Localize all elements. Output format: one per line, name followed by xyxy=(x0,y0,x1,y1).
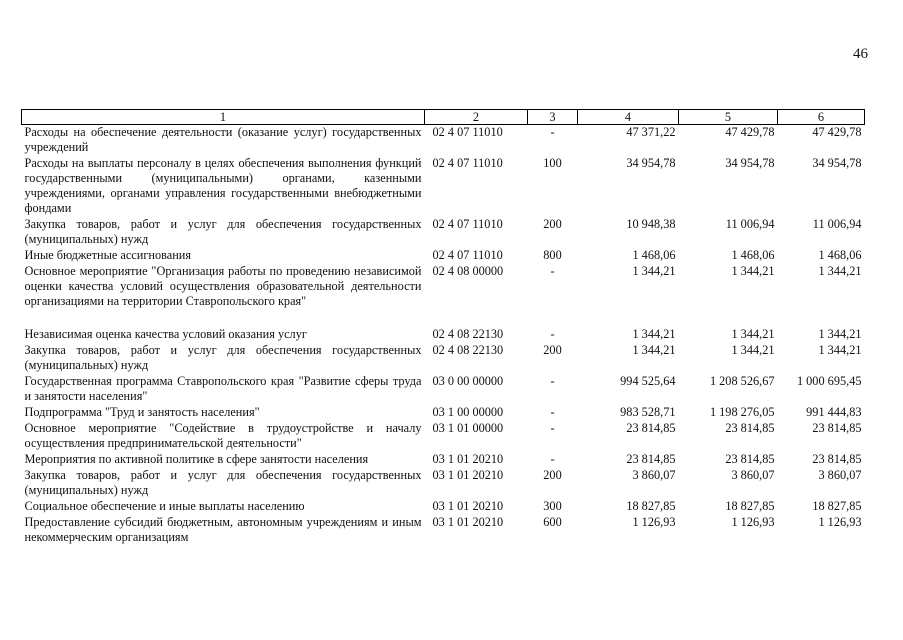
row-name: Расходы на обеспечение деятельности (оказание услуг) государственных учреждений xyxy=(24,125,422,154)
row-code: 03 1 01 20210 xyxy=(432,515,504,529)
row-value-1: 34 954,78 xyxy=(626,156,676,170)
row-type: 200 xyxy=(543,468,562,482)
row-code: 03 1 01 20210 xyxy=(432,452,504,466)
row-value-1: 18 827,85 xyxy=(626,499,676,513)
table-row xyxy=(22,343,865,374)
row-value-3: 34 954,78 xyxy=(812,156,862,170)
row-name: Предоставление субсидий бюджетным, автономным учреждениям и иным некоммерческим организациям xyxy=(24,515,422,544)
row-value-2: 1 344,21 xyxy=(731,264,775,278)
row-value-1: 983 528,71 xyxy=(620,405,676,419)
row-value-1: 23 814,85 xyxy=(626,452,676,466)
row-value-3: 47 429,78 xyxy=(812,125,862,139)
row-name: Закупка товаров, работ и услуг для обеспечения государственных (муниципальных) нужд xyxy=(24,217,422,246)
row-value-1: 47 371,22 xyxy=(626,125,676,139)
row-name: Государственная программа Ставропольского края "Развитие сферы труда и занятости населения" xyxy=(24,374,422,403)
row-code: 02 4 07 11010 xyxy=(432,125,503,139)
row-value-2: 23 814,85 xyxy=(725,421,775,435)
row-value-1: 1 344,21 xyxy=(632,264,676,278)
row-value-3: 1 000 695,45 xyxy=(796,374,862,388)
row-value-2: 1 198 276,05 xyxy=(709,405,775,419)
row-code: 02 4 07 11010 xyxy=(432,217,503,231)
row-value-2: 47 429,78 xyxy=(725,125,775,139)
row-type: 800 xyxy=(543,248,562,262)
table-row xyxy=(22,515,865,546)
row-type: 600 xyxy=(543,515,562,529)
table-row xyxy=(22,405,865,421)
row-value-2: 1 468,06 xyxy=(731,248,775,262)
row-value-3: 1 126,93 xyxy=(818,515,862,529)
table-row xyxy=(22,374,865,405)
table-row xyxy=(22,125,865,157)
row-value-1: 1 344,21 xyxy=(632,343,676,357)
row-type: - xyxy=(550,125,555,139)
column-number-row xyxy=(22,110,865,125)
row-value-2: 18 827,85 xyxy=(725,499,775,513)
row-value-3: 1 344,21 xyxy=(818,343,862,357)
row-value-1: 994 525,64 xyxy=(620,374,676,388)
row-code: 02 4 07 11010 xyxy=(432,156,503,170)
column-header-value-2: 5 xyxy=(679,110,778,125)
row-code: 03 1 01 20210 xyxy=(432,468,504,482)
column-header-value-3: 6 xyxy=(778,110,865,125)
table-row xyxy=(22,217,865,248)
row-value-1: 1 344,21 xyxy=(632,327,676,341)
table-row xyxy=(22,468,865,499)
row-code: 03 0 00 00000 xyxy=(432,374,504,388)
table-row xyxy=(22,452,865,468)
row-value-1: 1 126,93 xyxy=(632,515,676,529)
row-value-3: 11 006,94 xyxy=(812,217,862,231)
table-row xyxy=(22,156,865,217)
column-header-type: 3 xyxy=(528,110,578,125)
row-type: - xyxy=(550,421,555,435)
row-type: - xyxy=(550,452,555,466)
row-code: 03 1 00 00000 xyxy=(432,405,504,419)
row-code: 02 4 08 00000 xyxy=(432,264,504,278)
row-value-2: 1 126,93 xyxy=(731,515,775,529)
row-name: Иные бюджетные ассигнования xyxy=(24,248,192,262)
row-value-2: 11 006,94 xyxy=(725,217,775,231)
row-value-3: 1 344,21 xyxy=(818,327,862,341)
row-value-2: 1 344,21 xyxy=(731,343,775,357)
row-type: - xyxy=(550,327,555,341)
row-value-3: 991 444,83 xyxy=(806,405,862,419)
row-code: 03 1 01 00000 xyxy=(432,421,504,435)
row-value-2: 1 344,21 xyxy=(731,327,775,341)
row-name: Закупка товаров, работ и услуг для обеспечения государственных (муниципальных) нужд xyxy=(24,468,422,497)
row-name: Основное мероприятие "Организация работы по проведению независимой оценки качества условий осуществления образовательной деятельности организациями на территории Ставропольского края" xyxy=(24,264,422,308)
row-code: 02 4 08 22130 xyxy=(432,327,504,341)
row-name: Основное мероприятие "Содействие в трудоустройстве и началу осуществления предпринимательской деятельности" xyxy=(24,421,422,450)
table-row xyxy=(22,327,865,343)
row-value-1: 10 948,38 xyxy=(626,217,676,231)
table-row xyxy=(22,248,865,264)
budget-table xyxy=(21,109,865,546)
row-name: Расходы на выплаты персоналу в целях обеспечения выполнения функций государственными (муниципальными) органами, казенными учреждениями, органами управления государственными внебюджетными фондами xyxy=(24,156,422,215)
table-row xyxy=(22,499,865,515)
page-number: 46 xyxy=(853,46,868,62)
row-value-2: 1 208 526,67 xyxy=(709,374,775,388)
row-value-2: 34 954,78 xyxy=(725,156,775,170)
row-type: 300 xyxy=(543,499,562,513)
row-value-1: 23 814,85 xyxy=(626,421,676,435)
row-value-3: 18 827,85 xyxy=(812,499,862,513)
column-header-value-1: 4 xyxy=(578,110,679,125)
blank-row xyxy=(22,310,865,327)
row-value-1: 3 860,07 xyxy=(632,468,676,482)
row-code: 02 4 07 11010 xyxy=(432,248,503,262)
row-type: 200 xyxy=(543,217,562,231)
row-type: - xyxy=(550,264,555,278)
row-name: Социальное обеспечение и иные выплаты населению xyxy=(24,499,305,513)
row-type: - xyxy=(550,405,555,419)
column-header-name: 1 xyxy=(22,110,425,125)
blank-cell xyxy=(22,310,865,327)
row-value-3: 1 468,06 xyxy=(818,248,862,262)
row-name: Закупка товаров, работ и услуг для обеспечения государственных (муниципальных) нужд xyxy=(24,343,422,372)
table-row xyxy=(22,421,865,452)
row-code: 02 4 08 22130 xyxy=(432,343,504,357)
row-value-2: 3 860,07 xyxy=(731,468,775,482)
row-code: 03 1 01 20210 xyxy=(432,499,504,513)
row-name: Независимая оценка качества условий оказания услуг xyxy=(24,327,307,341)
row-type: - xyxy=(550,374,555,388)
row-name: Подпрограмма "Труд и занятость населения" xyxy=(24,405,260,419)
row-value-1: 1 468,06 xyxy=(632,248,676,262)
row-value-2: 23 814,85 xyxy=(725,452,775,466)
row-value-3: 1 344,21 xyxy=(818,264,862,278)
row-value-3: 23 814,85 xyxy=(812,452,862,466)
row-value-3: 3 860,07 xyxy=(818,468,862,482)
table-row xyxy=(22,264,865,310)
row-value-3: 23 814,85 xyxy=(812,421,862,435)
column-header-code: 2 xyxy=(425,110,528,125)
row-type: 200 xyxy=(543,343,562,357)
row-name: Мероприятия по активной политике в сфере занятости населения xyxy=(24,452,369,466)
row-type: 100 xyxy=(543,156,562,170)
